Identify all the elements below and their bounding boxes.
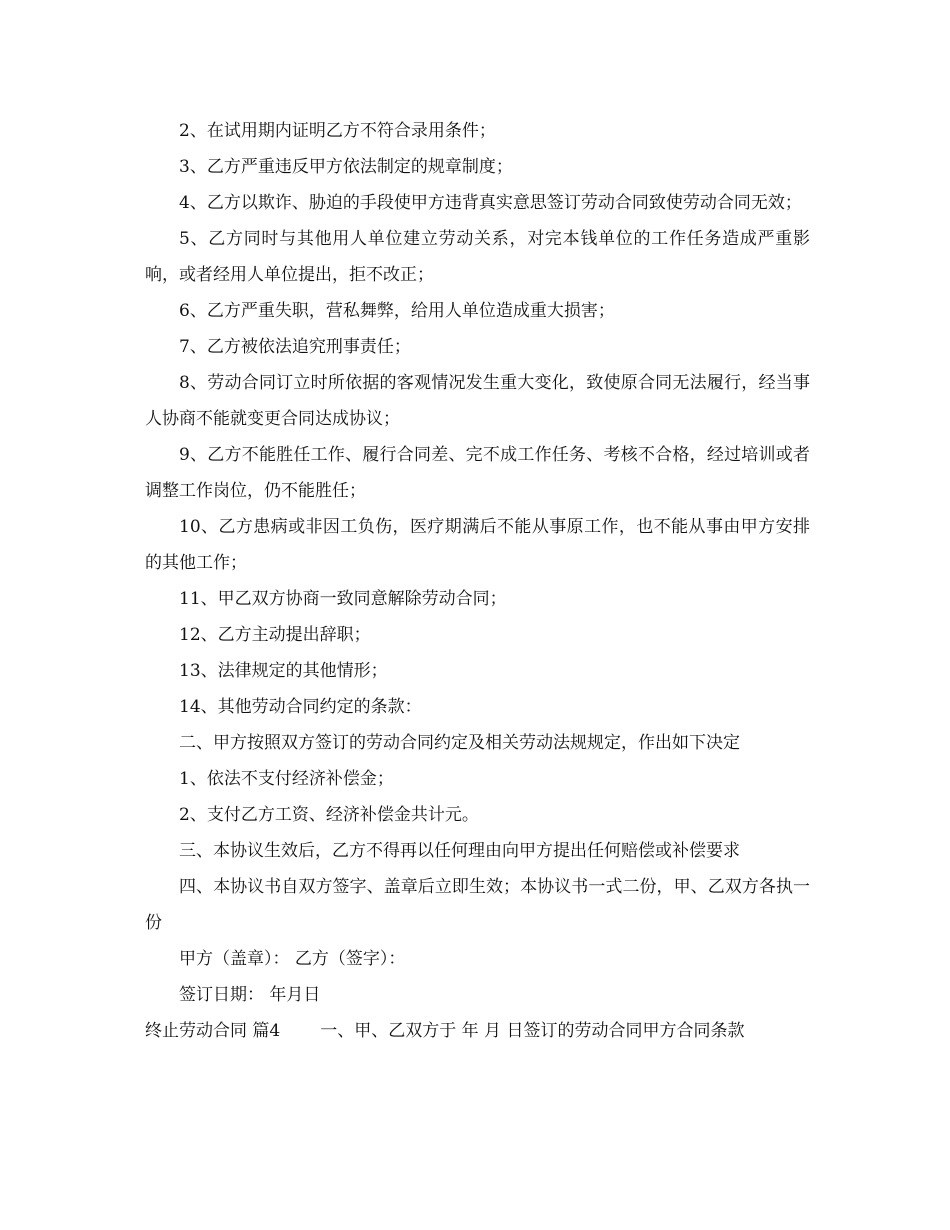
paragraph: 14、其他劳动合同约定的条款：: [179, 697, 422, 717]
paragraph: 二、甲方按照双方签订的劳动合同约定及相关劳动法规规定，作出如下决定: [179, 733, 740, 753]
signature-line: 甲方（盖章）： 乙方（签字）：: [179, 949, 406, 969]
paragraph: 6、乙方严重失职，营私舞弊，给用人单位造成重大损害；: [179, 301, 615, 321]
paragraph: 10、乙方患病或非因工负伤，医疗期满后不能从事原工作，也不能从事由甲方安排的其他工作；: [145, 517, 810, 573]
paragraph: 5、乙方同时与其他用人单位建立劳动关系，对完本钱单位的工作任务造成严重影响，或者经用人单位提出，拒不改正；: [145, 229, 810, 285]
paragraph: 13、法律规定的其他情形；: [179, 661, 388, 681]
paragraph: 11、甲乙双方协商一致同意解除劳动合同；: [179, 589, 507, 609]
paragraph: 4、乙方以欺诈、胁迫的手段使甲方违背真实意思签订劳动合同致使劳动合同无效；: [179, 193, 802, 213]
paragraph: 三、本协议生效后，乙方不得再以任何理由向甲方提出任何赔偿或补偿要求: [179, 841, 740, 861]
section-first-clause: 一、甲、乙双方于 年 月 日签订的劳动合同甲方合同条款: [320, 1021, 745, 1041]
paragraph: 四、本协议书自双方签字、盖章后立即生效；本协议书一式二份，甲、乙双方各执一份: [145, 877, 810, 933]
paragraph: 3、乙方严重违反甲方依法制定的规章制度；: [179, 157, 513, 177]
paragraph: 9、乙方不能胜任工作、履行合同差、完不成工作任务、考核不合格，经过培训或者调整工作岗位，仍不能胜任；: [145, 445, 810, 501]
paragraph: 1、依法不支付经济补偿金；: [179, 769, 394, 789]
document-body: [145, 113, 810, 1049]
section-heading-line: [145, 1013, 810, 1049]
paragraph: 2、在试用期内证明乙方不符合录用条件；: [179, 121, 496, 141]
signing-date-line: 签订日期： 年月日: [179, 985, 321, 1005]
paragraph: 7、乙方被依法追究刑事责任；: [179, 337, 411, 357]
paragraph: 2、支付乙方工资、经济补偿金共计元。: [179, 805, 479, 825]
section-heading: 终止劳动合同 篇4: [145, 1021, 281, 1041]
paragraph: 8、劳动合同订立时所依据的客观情况发生重大变化，致使原合同无法履行，经当事人协商不能就变更合同达成协议；: [145, 373, 810, 429]
paragraph: 12、乙方主动提出辞职；: [179, 625, 371, 645]
